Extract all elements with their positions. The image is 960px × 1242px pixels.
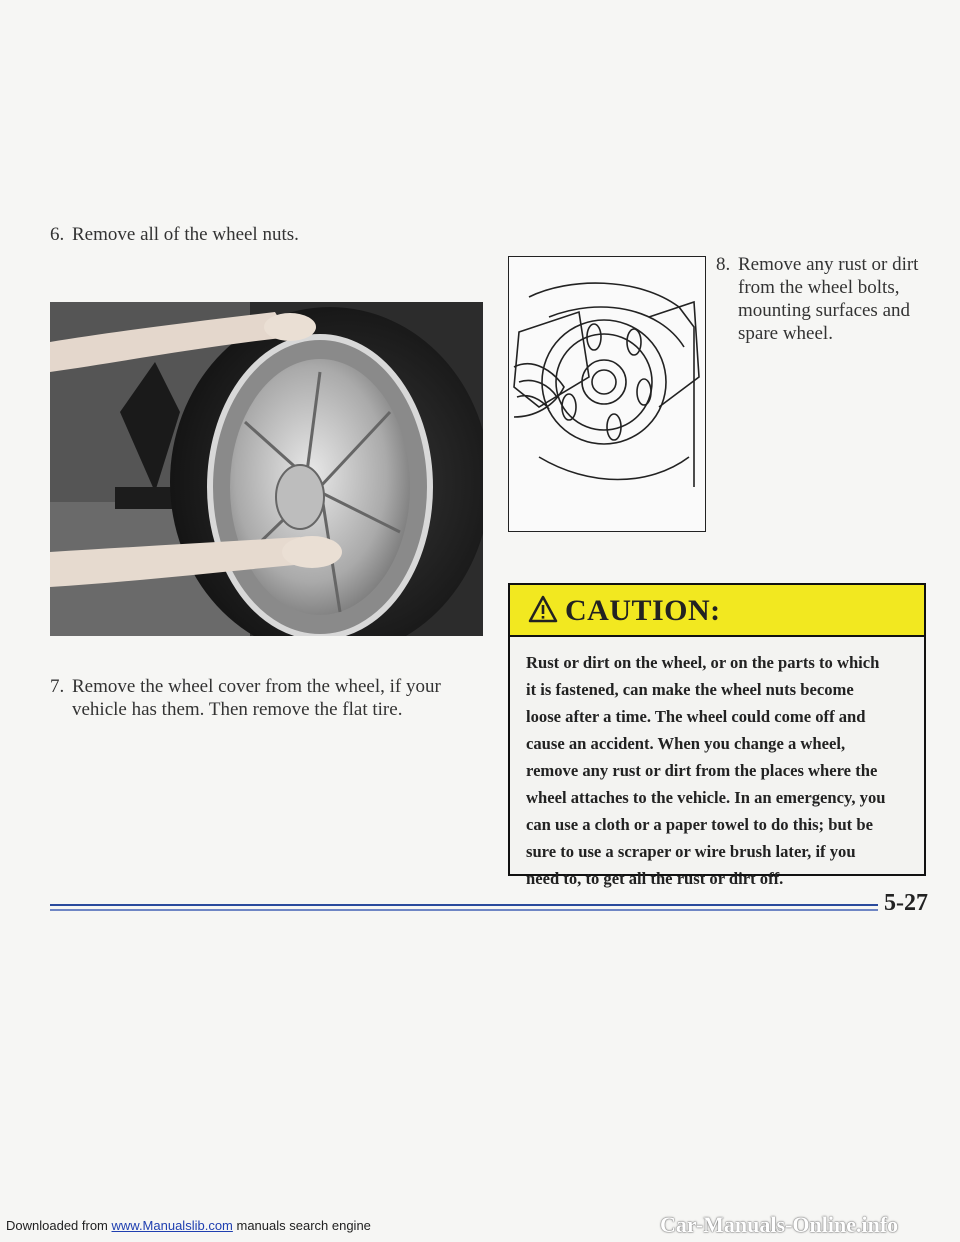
warning-triangle-icon — [528, 595, 558, 623]
manualslib-link[interactable]: www.Manualslib.com — [111, 1218, 233, 1233]
caution-text — [526, 649, 918, 892]
step-8-number: 8. — [716, 254, 731, 275]
page-rule — [50, 904, 878, 906]
step-7-line-2: vehicle has them. Then remove the flat tire. — [72, 699, 403, 720]
hub-cleaning-illustration — [508, 256, 706, 532]
step-8-line-3: mounting surfaces and — [738, 300, 911, 321]
caution-box — [508, 583, 926, 888]
step-7-line-1: Remove the wheel cover from the wheel, if your — [72, 676, 441, 697]
step-7-number: 7. — [50, 676, 65, 697]
wheel-cover-photo — [50, 302, 483, 636]
step-6-number: 6. — [50, 224, 65, 245]
page-number: 5-27 — [884, 890, 928, 916]
caution-line: cause an accident. When you change a wheel, — [526, 734, 846, 753]
step-8-line-4: spare wheel. — [738, 323, 833, 344]
caution-line: sure to use a scraper or wire brush later, if you — [526, 842, 856, 861]
caution-line: wheel attaches to the vehicle. In an emergency, you — [526, 788, 886, 807]
footer-prefix: Downloaded from — [6, 1218, 112, 1233]
step-6 — [50, 223, 470, 247]
footer-suffix: manuals search engine — [232, 1218, 371, 1233]
step-7 — [50, 675, 470, 723]
caution-title: CAUTION: — [565, 594, 721, 627]
caution-line: loose after a time. The wheel could come off and — [526, 707, 866, 726]
page-rule-secondary — [50, 909, 878, 911]
step-6-text: Remove all of the wheel nuts. — [72, 224, 299, 245]
caution-line: remove any rust or dirt from the places where the — [526, 761, 878, 780]
download-footer — [6, 1218, 371, 1233]
caution-line: need to, to get all the rust or dirt off. — [526, 869, 784, 888]
caution-header — [510, 585, 924, 637]
step-8 — [716, 253, 946, 349]
step-8-line-2: from the wheel bolts, — [738, 277, 900, 298]
caution-line: it is fastened, can make the wheel nuts become — [526, 680, 854, 699]
caution-line: can use a cloth or a paper towel to do this; but be — [526, 815, 873, 834]
watermark-site: Car-Manuals-Online.info — [660, 1212, 899, 1237]
step-8-line-1: Remove any rust or dirt — [738, 254, 919, 275]
caution-line: Rust or dirt on the wheel, or on the parts to which — [526, 653, 880, 672]
